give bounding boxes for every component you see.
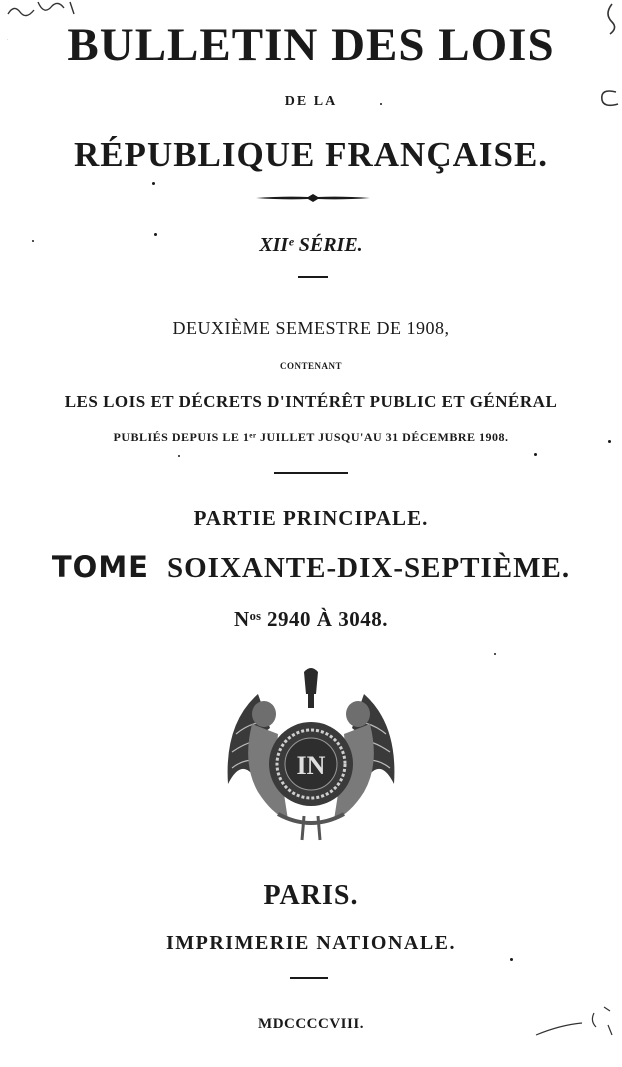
divider-short <box>298 276 328 278</box>
publication-dates: PUBLIÉS DEPUIS LE 1ᵉʳ JUILLET JUSQU'AU 31 DÉCEMBRE 1908. <box>113 430 509 444</box>
emblem-monogram: IN <box>296 751 326 780</box>
paper-speck <box>608 440 611 443</box>
divider-medium <box>274 472 348 474</box>
part-label: PARTIE PRINCIPALE. <box>193 506 429 530</box>
paper-speck <box>178 455 180 457</box>
title-connector: DE LA <box>284 94 338 109</box>
issue-numbers: Nᵒˢ 2940 À 3048. <box>234 607 388 631</box>
divider-imprint <box>290 977 328 979</box>
imprimerie-nationale-emblem-icon <box>218 664 404 844</box>
handwritten-mark-bottom-right <box>530 1005 622 1067</box>
paper-speck <box>510 958 513 961</box>
contenant-label: CONTENANT <box>279 361 342 371</box>
series-label: XIIᵉ SÉRIE. <box>259 234 363 256</box>
publication-year: MDCCCCVIII. <box>258 1016 364 1032</box>
paper-speck <box>32 240 34 242</box>
semester-line: DEUXIÈME SEMESTRE DE 1908, <box>172 318 450 338</box>
paper-speck <box>380 103 382 105</box>
contents-line: LES LOIS ET DÉCRETS D'INTÉRÊT PUBLIC ET GÉNÉRAL <box>64 392 558 411</box>
imprint-printer: IMPRIMERIE NATIONALE. <box>165 932 457 954</box>
document-title: BULLETIN DES LOIS <box>67 19 555 71</box>
paper-speck <box>534 453 537 456</box>
tome-line <box>0 550 622 585</box>
tome-word: TOME <box>51 550 149 584</box>
tome-number: SOIXANTE-DIX-SEPTIÈME. <box>167 552 571 584</box>
imprint-city: PARIS. <box>263 880 359 911</box>
ornamental-divider <box>256 192 370 204</box>
paper-speck <box>152 182 155 185</box>
document-subtitle: RÉPUBLIQUE FRANÇAISE. <box>73 135 549 174</box>
paper-speck <box>154 233 157 236</box>
paper-speck <box>494 653 496 655</box>
